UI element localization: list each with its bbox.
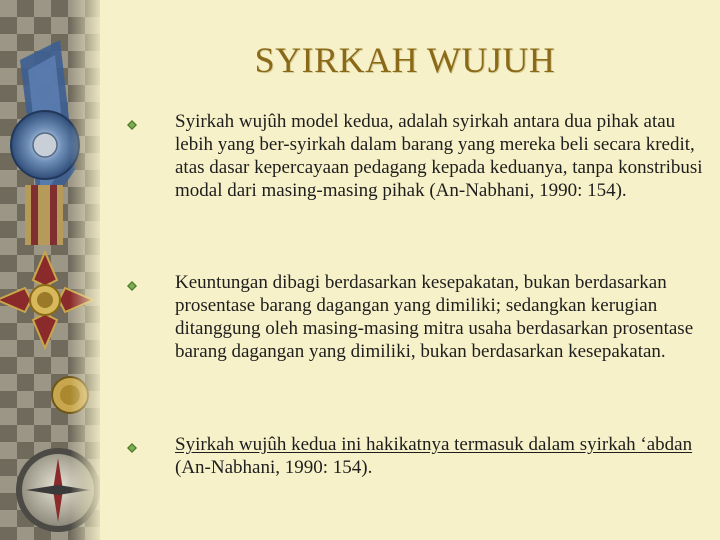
diamond-bullet-icon <box>127 120 137 130</box>
slide-title: SYIRKAH WUJUH <box>254 40 556 80</box>
bullet-text-underlined: Syirkah wujûh kedua ini hakikatnya termasuk dalam syirkah ‘abdan <box>175 434 693 455</box>
diamond-bullet-icon <box>127 281 137 291</box>
bullet-text <box>175 433 715 479</box>
bullet-text: Syirkah wujûh model kedua, adalah syirkah antara dua pihak atau lebih yang ber-syirkah dalam barang yang mereka beli secara kredit, atas dasar kepercayaan pedagang kepada keduanya, tanpa konstribusi modal dari masing-masing pihak (An-Nabhani, 1990: 154). <box>175 111 703 201</box>
diamond-bullet-icon <box>127 443 137 453</box>
bullet-text: Keuntungan dibagi berdasarkan kesepakatan, bukan berdasarkan prosentase barang dagangan yang dimiliki; sedangkan kerugian ditanggung oleh masing-masing mitra usaha berdasarkan prosentase barang dagangan yang dimiliki, bukan berdasarkan kesepakatan. <box>175 272 694 362</box>
bullet-text-citation: (An-Nabhani, 1990: 154). <box>175 457 373 478</box>
